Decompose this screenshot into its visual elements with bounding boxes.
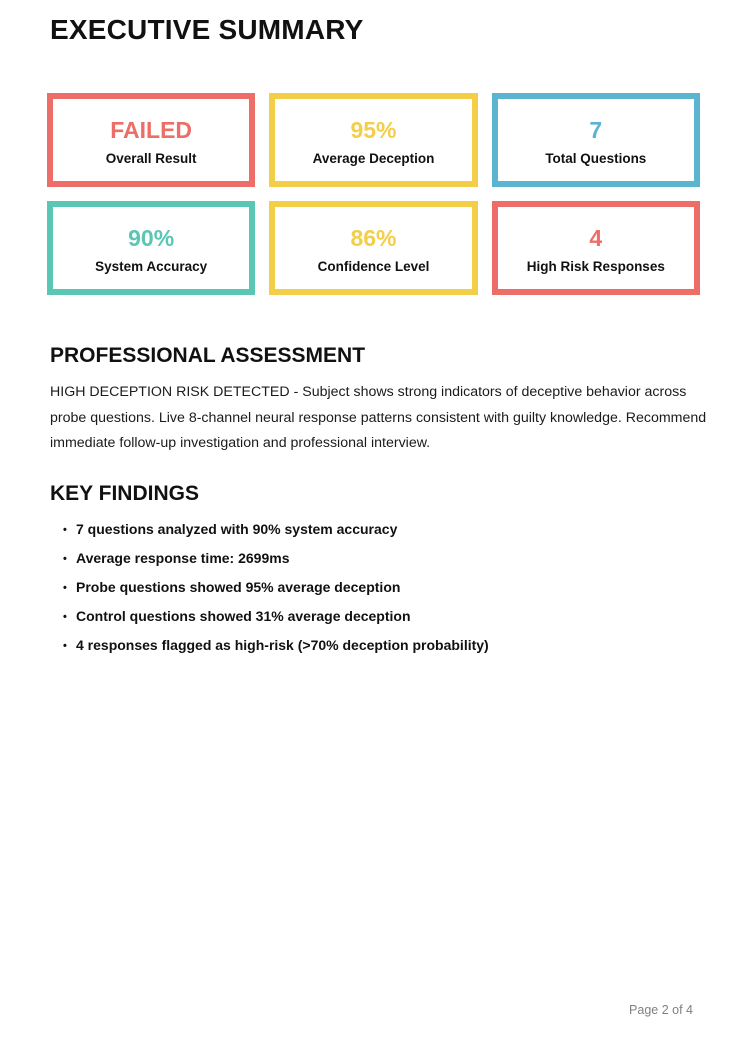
stat-value: 90% [128, 224, 175, 251]
finding-item: • Probe questions showed 95% average deception [62, 580, 702, 594]
stat-card-total-questions [492, 93, 700, 187]
stat-value: 7 [589, 116, 603, 143]
stat-value: 86% [350, 224, 397, 251]
section-heading-key-findings: KEY FINDINGS [50, 482, 199, 505]
section-heading-professional-assessment: PROFESSIONAL ASSESSMENT [50, 344, 366, 367]
stat-card-high-risk-responses [492, 201, 700, 295]
stat-label: Confidence Level [317, 258, 430, 274]
stat-label: Overall Result [105, 150, 197, 166]
stat-card-grid [47, 93, 700, 295]
finding-item: • Control questions showed 31% average deception [62, 609, 702, 623]
page-title: EXECUTIVE SUMMARY [50, 14, 364, 45]
page-number: Page 2 of 4 [629, 1003, 693, 1017]
stat-label: Average Deception [312, 150, 435, 166]
stat-value: 95% [350, 116, 397, 143]
stat-value: FAILED [110, 116, 193, 143]
stat-card-overall-result [47, 93, 255, 187]
stat-value: 4 [589, 224, 603, 251]
stat-card-system-accuracy [47, 201, 255, 295]
finding-item: • 4 responses flagged as high-risk (>70% deception probability) [62, 638, 702, 652]
finding-item: • Average response time: 2699ms [62, 551, 702, 565]
key-findings-list [62, 522, 702, 667]
stat-card-average-deception [269, 93, 477, 187]
stat-label: High Risk Responses [526, 258, 665, 274]
finding-item: • 7 questions analyzed with 90% system accuracy [62, 522, 702, 536]
stat-label: Total Questions [545, 150, 647, 166]
stat-card-confidence-level [269, 201, 477, 295]
stat-label: System Accuracy [95, 258, 208, 274]
assessment-text: HIGH DECEPTION RISK DETECTED - Subject shows strong indicators of deceptive behavior across probe questions. Live 8-channel neural response patterns consistent with guilty knowledge. Recommend immediate follow-up investigation and professional interview. [50, 384, 707, 451]
